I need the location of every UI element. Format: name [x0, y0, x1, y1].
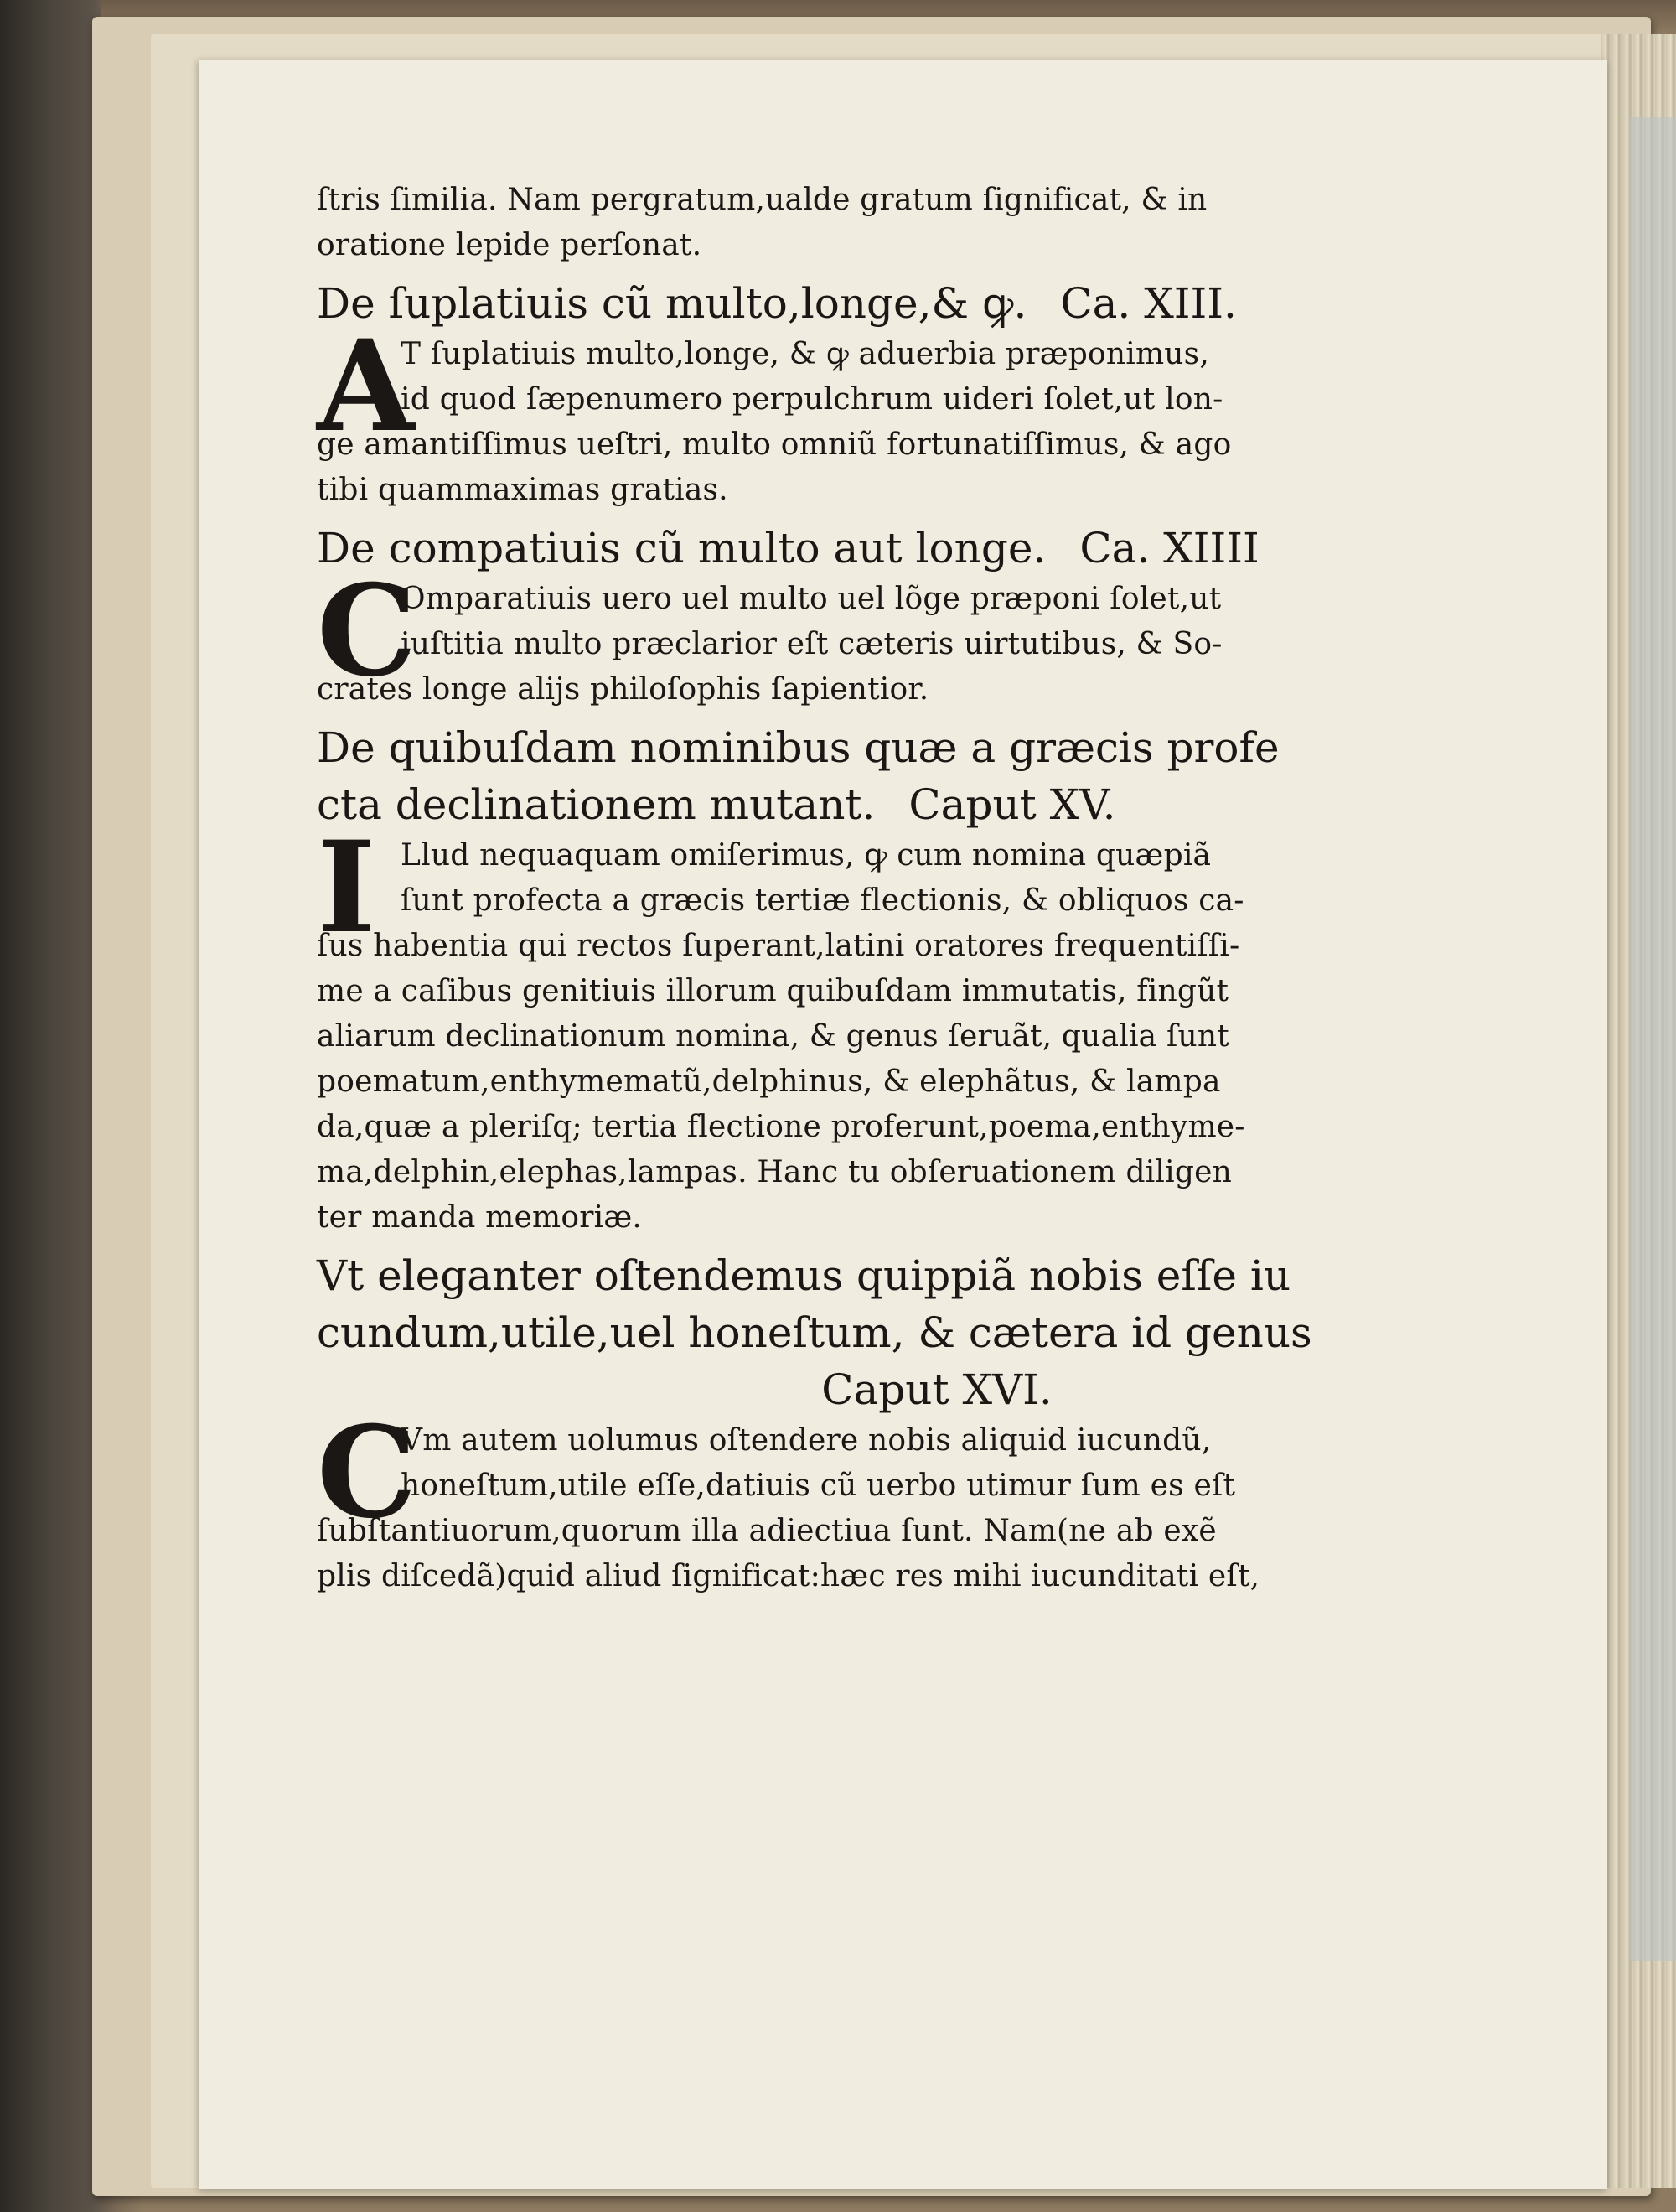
section-heading — [317, 275, 1557, 332]
paragraph — [317, 313, 1557, 513]
heading-text: De ſuplatiuis cũ multo,longe,& ꝙ. — [317, 279, 1027, 328]
text-line: Llud nequaquam omiſerimus, ꝙ cum nomina quæpiã — [401, 838, 1212, 873]
text-line: id quod ſæpenumero perpulchrum uideri ſolet,ut lon- — [401, 382, 1223, 417]
drop-cap: C — [317, 1399, 417, 1546]
section-14 — [317, 520, 1557, 712]
text-line: crates longe alijs philoſophis ſapientior. — [317, 672, 929, 707]
text-line: ſtris ſimilia. Nam pergratum,ualde gratum ſignificat, & in — [317, 183, 1208, 217]
text-line: me a caſibus genitiuis illorum quibuſdam immutatis, fingũt — [317, 974, 1229, 1008]
paragraph — [317, 557, 1557, 712]
text-line: ma,delphin,elephas,lampas. Hanc tu obſeruationem diligen — [317, 1155, 1232, 1189]
text-line: Omparatiuis uero uel multo uel lõge præponi ſolet,ut — [401, 582, 1222, 616]
text-line: ſus habentia qui rectos ſuperant,latini oratores frequentiſſi- — [317, 929, 1240, 963]
page-text — [317, 178, 1557, 1599]
text-line: oratione lepide perſonat. — [317, 228, 702, 262]
page-stack-shadow — [1630, 117, 1676, 1961]
heading-text: De compatiuis cũ multo aut longe. — [317, 524, 1047, 572]
text-line: tibi quammaximas gratias. — [317, 473, 728, 507]
drop-cap: I — [317, 814, 376, 961]
text-line: honeſtum,utile eſſe,datiuis cũ uerbo utimur ſum es eſt — [401, 1469, 1236, 1503]
section-13 — [317, 275, 1557, 513]
text-line: aliarum declinationum nomina, & genus ſeruãt, qualia ſunt — [317, 1019, 1229, 1054]
text-line: iuſtitia multo præclarior eſt cæteris uirtutibus, & So- — [401, 627, 1223, 661]
chapter-label: Caput XV. — [908, 780, 1116, 829]
chapter-label: Ca. XIIII — [1079, 524, 1260, 572]
text-line: ter manda memoriæ. — [317, 1200, 643, 1235]
paragraph — [317, 814, 1557, 1241]
book-page — [199, 60, 1607, 2189]
text-line: ge amantiſſimus ueſtri, multo omniũ fortunatiſſimus, & ago — [317, 427, 1232, 462]
chapter-label: Ca. XIII. — [1060, 279, 1237, 328]
section-heading: cundum,utile,uel honeſtum, & cætera id genus — [317, 1308, 1312, 1357]
drop-cap: C — [317, 557, 417, 705]
section-heading: Vt eleganter oſtendemus quippiã nobis eſſe iu — [317, 1251, 1291, 1300]
text-line: plis diſcedã)quid aliud ſignificat:hæc res mihi iucunditati eſt, — [317, 1559, 1260, 1593]
text-line: poematum,enthymematũ,delphinus, & elephãtus, & lampa — [317, 1065, 1221, 1099]
heading-text: cta declinationem mutant. — [317, 780, 876, 829]
section-heading — [317, 520, 1557, 577]
section-heading — [317, 776, 1557, 833]
section-15 — [317, 719, 1557, 1241]
chapter-label: Caput XVI. — [821, 1365, 1053, 1414]
text-line: T ſuplatiuis multo,longe, & ꝙ aduerbia præponimus, — [401, 337, 1210, 371]
section-heading: De quibuſdam nominibus quæ a græcis profe — [317, 723, 1280, 772]
paragraph — [317, 1399, 1557, 1599]
drop-cap: A — [317, 313, 415, 460]
text-line: ſubſtantiuorum,quorum illa adiectiua ſunt. Nam(ne ab exẽ — [317, 1514, 1217, 1548]
text-line: ſunt profecta a græcis tertiæ flectionis, & obliquos ca- — [401, 883, 1244, 918]
text-line: Vm autem uolumus oſtendere nobis aliquid iucundũ, — [401, 1423, 1212, 1458]
section-16 — [317, 1247, 1557, 1599]
text-line: da,quæ a pleriſq; tertia flectione proferunt,poema,enthyme- — [317, 1110, 1245, 1144]
